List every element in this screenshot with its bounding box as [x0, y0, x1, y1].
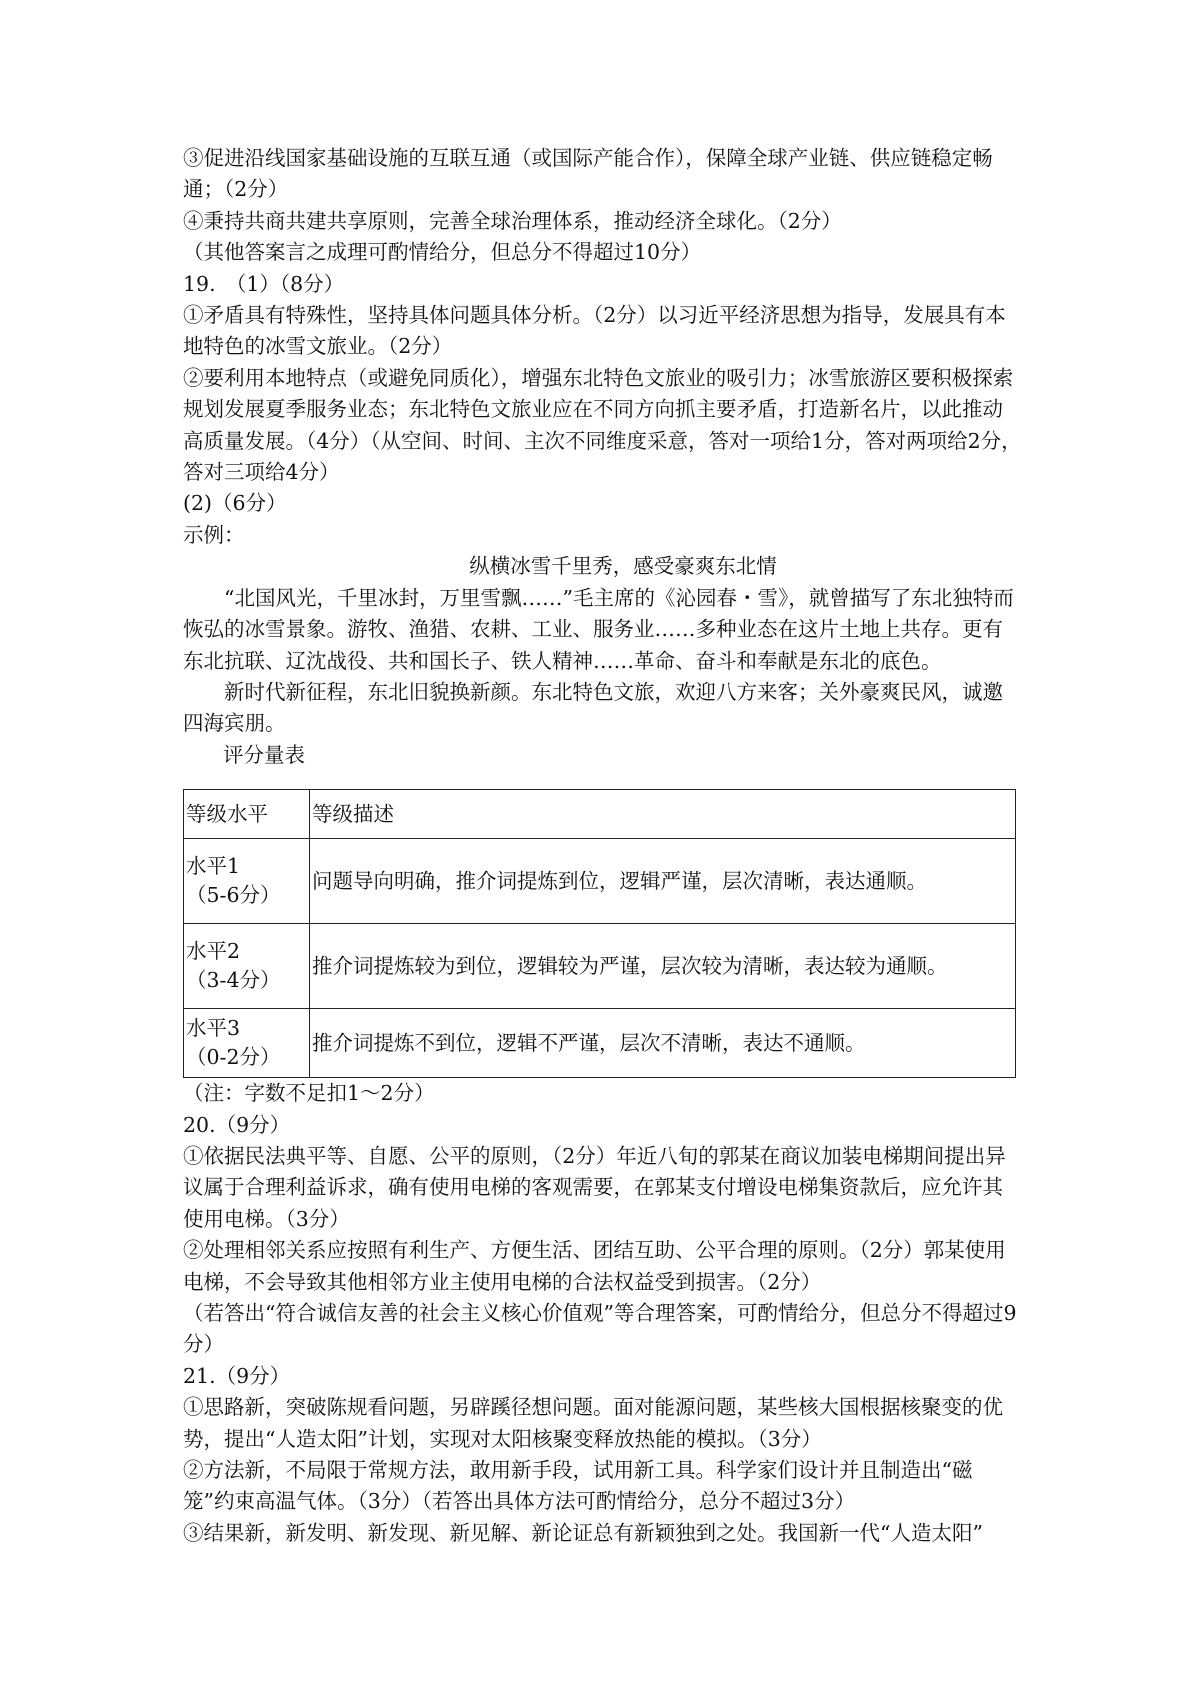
table-note: （注：字数不足扣1～2分）	[183, 1081, 435, 1106]
level-cell	[184, 1009, 310, 1078]
answer-item: ①依据民法典平等、自愿、公平的原则，（2分）年近八旬的郭某在商议加装电梯期间提出异议属于合理利益诉求，确有使用电梯的客观需要，在郭某支付增设电梯集资款后，应允许其使用电梯。（3分）	[183, 1143, 1006, 1231]
example-label: 示例：	[183, 522, 245, 547]
grading-note: （其他答案言之成理可酌情给分，但总分不得超过10分）	[183, 240, 702, 265]
essay-paragraph: “北国风光，千里冰封，万里雪飘……”毛主席的《沁园春・雪》，就曾描写了东北独特而恢弘的冰雪景象。游牧、渔猎、农耕、工业、服务业……多种业态在这片土地上共存。更有东北抗联、辽沈战役、共和国长子、铁人精神……革命、奋斗和奉献是东北的底色。	[183, 585, 1014, 673]
answer-item: ①思路新，突破陈规看问题，另辟蹊径想问题。面对能源问题，某些核大国根据核聚变的优势，提出“人造太阳”计划，实现对太阳核聚变释放热能的模拟。（3分）	[183, 1395, 1003, 1451]
level-description: 推介词提炼较为到位，逻辑较为严谨，层次较为清晰，表达较为通顺。	[310, 924, 1016, 1009]
answer-key-page	[183, 143, 1023, 1549]
question-heading: 20.（9分）	[183, 1112, 291, 1137]
level-name: 水平3	[186, 1016, 241, 1041]
answer-item: ①矛盾具有特殊性，坚持具体问题具体分析。（2分）以习近平经济思想为指导，发展具有本地特色的冰雪文旅业。（2分）	[183, 303, 1006, 359]
essay-paragraph: 新时代新征程，东北旧貌换新颜。东北特色文旅，欢迎八方来客；关外豪爽民风，诚邀四海宾朋。	[183, 679, 1003, 736]
table-row	[184, 839, 1016, 924]
question-heading: 19. （1）（8分）	[183, 271, 345, 296]
answer-item: ②处理相邻关系应按照有利生产、方便生活、团结互助、公平合理的原则。（2分）郭某使用电梯，不会导致其他相邻方业主使用电梯的合法权益受到损害。（2分）	[183, 1238, 1006, 1294]
answer-item: ②要利用本地特点（或避免同质化），增强东北特色文旅业的吸引力；冰雪旅游区要积极探索规划发展夏季服务业态；东北特色文旅业应在不同方向抓主要矛盾，打造新名片，以此推动高质量发展。（4分）（从空间、时间、主次不同维度采意，答对一项给1分，答对两项给2分，答对三项给4分）	[183, 365, 1022, 485]
question-heading: 21.（9分）	[183, 1363, 291, 1388]
table-header-row	[184, 790, 1016, 839]
table-row	[184, 924, 1016, 1009]
level-cell	[184, 924, 310, 1009]
level-score: （5-6分）	[186, 883, 281, 908]
grading-note: （若答出“符合诚信友善的社会主义核心价值观”等合理答案，可酌情给分，但总分不得超过9分）	[183, 1300, 1017, 1357]
level-description: 推介词提炼不到位，逻辑不严谨，层次不清晰，表达不通顺。	[310, 1009, 1016, 1078]
level-name: 水平2	[186, 939, 241, 964]
table-row	[184, 1009, 1016, 1078]
level-cell	[184, 839, 310, 924]
level-description: 问题导向明确，推介词提炼到位，逻辑严谨，层次清晰，表达通顺。	[310, 839, 1016, 924]
level-score: （3-4分）	[186, 968, 281, 993]
answer-item: ③促进沿线国家基础设施的互联互通（或国际产能合作），保障全球产业链、供应链稳定畅通；（2分）	[183, 146, 993, 202]
answer-item: ④秉持共商共建共享原则，完善全球治理体系，推动经济全球化。（2分）	[183, 208, 842, 233]
level-score: （0-2分）	[186, 1045, 281, 1070]
level-name: 水平1	[186, 854, 241, 879]
essay-title: 纵横冰雪千里秀，感受豪爽东北情	[469, 554, 777, 579]
table-header-cell: 等级水平	[184, 790, 310, 839]
table-caption: 评分量表	[223, 742, 305, 767]
answer-item: ③结果新，新发明、新发现、新见解、新论证总有新颖独到之处。我国新一代“人造太阳”	[183, 1520, 983, 1545]
scoring-table	[183, 789, 1016, 1078]
answer-item: ②方法新，不局限于常规方法，敢用新手段，试用新工具。科学家们设计并且制造出“磁笼”约束高温气体。（3分）（若答出具体方法可酌情给分，总分不超过3分）	[183, 1458, 973, 1514]
table-header-cell: 等级描述	[310, 790, 1016, 839]
subquestion-heading: (2)（6分）	[183, 491, 287, 516]
